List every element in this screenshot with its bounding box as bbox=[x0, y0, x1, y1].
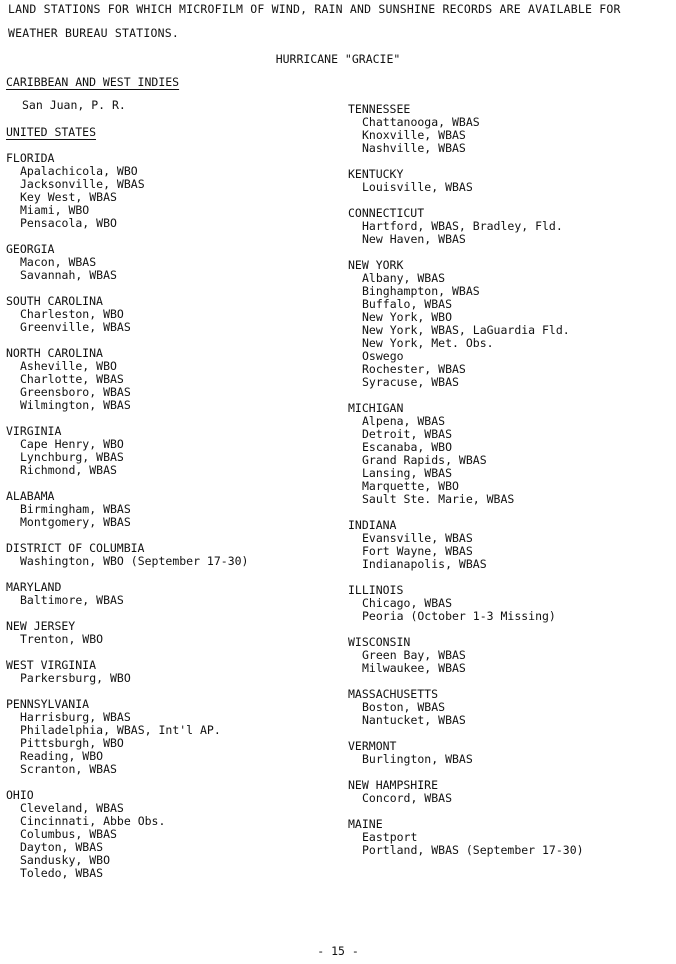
station-entry: Albany, WBAS bbox=[362, 271, 446, 285]
region-heading-united-states: UNITED STATES bbox=[6, 125, 97, 139]
state-heading: FLORIDA bbox=[6, 151, 55, 165]
state-section bbox=[6, 425, 248, 477]
state-heading: WISCONSIN bbox=[348, 635, 411, 649]
station-entry: Apalachicola, WBO bbox=[20, 164, 138, 178]
station-entry: Louisville, WBAS bbox=[362, 180, 473, 194]
left-column bbox=[6, 76, 248, 880]
station-entry: Jacksonville, WBAS bbox=[20, 177, 145, 191]
station-entry: Hartford, WBAS, Bradley, Fld. bbox=[362, 219, 563, 233]
station-entry: Oswego bbox=[362, 349, 404, 363]
state-section bbox=[6, 659, 248, 685]
station-entry: Macon, WBAS bbox=[20, 255, 97, 269]
state-section bbox=[6, 243, 248, 282]
state-heading: VIRGINIA bbox=[6, 424, 62, 438]
state-heading: DISTRICT OF COLUMBIA bbox=[6, 541, 145, 555]
caribbean-station: San Juan, P. R. bbox=[22, 98, 126, 112]
left-state-list bbox=[6, 152, 248, 880]
state-heading: MICHIGAN bbox=[348, 401, 404, 415]
station-entry: Nantucket, WBAS bbox=[362, 713, 466, 727]
station-entry: Sault Ste. Marie, WBAS bbox=[362, 492, 515, 506]
station-entry: Montgomery, WBAS bbox=[20, 515, 131, 529]
state-section bbox=[6, 152, 248, 230]
station-entry: Indianapolis, WBAS bbox=[362, 557, 487, 571]
station-entry: Key West, WBAS bbox=[20, 190, 117, 204]
state-heading: MAINE bbox=[348, 817, 383, 831]
state-section bbox=[348, 259, 584, 389]
station-entry: Columbus, WBAS bbox=[20, 827, 117, 841]
state-section bbox=[348, 207, 584, 246]
state-section bbox=[348, 779, 584, 805]
state-heading: WEST VIRGINIA bbox=[6, 658, 97, 672]
station-entry: Toledo, WBAS bbox=[20, 866, 104, 880]
station-entry: Greensboro, WBAS bbox=[20, 385, 131, 399]
state-heading: NEW JERSEY bbox=[6, 619, 76, 633]
state-section bbox=[348, 168, 584, 194]
state-heading: OHIO bbox=[6, 788, 34, 802]
station-entry: New Haven, WBAS bbox=[362, 232, 466, 246]
station-entry: Fort Wayne, WBAS bbox=[362, 544, 473, 558]
state-section bbox=[6, 295, 248, 334]
state-heading: NEW HAMPSHIRE bbox=[348, 778, 439, 792]
state-section bbox=[348, 103, 584, 155]
station-entry: Nashville, WBAS bbox=[362, 141, 466, 155]
state-section bbox=[348, 818, 584, 857]
station-entry: Lansing, WBAS bbox=[362, 466, 453, 480]
state-section bbox=[6, 581, 248, 607]
right-column bbox=[348, 103, 584, 857]
station-entry: Dayton, WBAS bbox=[20, 840, 104, 854]
station-entry: Cleveland, WBAS bbox=[20, 801, 124, 815]
state-heading: PENNSYLVANIA bbox=[6, 697, 90, 711]
state-section bbox=[348, 519, 584, 571]
state-section bbox=[348, 584, 584, 623]
state-section bbox=[348, 402, 584, 506]
state-section bbox=[6, 789, 248, 880]
state-heading: CONNECTICUT bbox=[348, 206, 425, 220]
station-entry: Miami, WBO bbox=[20, 203, 90, 217]
region-heading-caribbean: CARIBBEAN AND WEST INDIES bbox=[6, 75, 180, 89]
station-entry: Harrisburg, WBAS bbox=[20, 710, 131, 724]
state-heading: GEORGIA bbox=[6, 242, 55, 256]
state-section bbox=[348, 636, 584, 675]
station-entry: Charlotte, WBAS bbox=[20, 372, 124, 386]
state-heading: ILLINOIS bbox=[348, 583, 404, 597]
station-entry: Alpena, WBAS bbox=[362, 414, 446, 428]
header-line-2: WEATHER BUREAU STATIONS. bbox=[8, 26, 179, 40]
station-entry: Cincinnati, Abbe Obs. bbox=[20, 814, 166, 828]
station-entry: Knoxville, WBAS bbox=[362, 128, 466, 142]
station-entry: Syracuse, WBAS bbox=[362, 375, 459, 389]
state-heading: MARYLAND bbox=[6, 580, 62, 594]
state-section bbox=[348, 740, 584, 766]
station-entry: Marquette, WBO bbox=[362, 479, 459, 493]
station-entry: Pittsburgh, WBO bbox=[20, 736, 124, 750]
state-heading: KENTUCKY bbox=[348, 167, 404, 181]
station-entry: Boston, WBAS bbox=[362, 700, 446, 714]
station-entry: Sandusky, WBO bbox=[20, 853, 111, 867]
state-section bbox=[6, 542, 248, 568]
station-entry: Washington, WBO (September 17-30) bbox=[20, 554, 249, 568]
state-heading: INDIANA bbox=[348, 518, 397, 532]
station-entry: Richmond, WBAS bbox=[20, 463, 117, 477]
station-entry: Eastport bbox=[362, 830, 418, 844]
state-heading: NORTH CAROLINA bbox=[6, 346, 103, 360]
station-entry: Evansville, WBAS bbox=[362, 531, 473, 545]
state-section bbox=[6, 698, 248, 776]
station-entry: Greenville, WBAS bbox=[20, 320, 131, 334]
state-heading: ALABAMA bbox=[6, 489, 55, 503]
state-heading: VERMONT bbox=[348, 739, 397, 753]
state-section bbox=[6, 347, 248, 412]
page-number: - 15 - bbox=[317, 944, 359, 958]
station-entry: Baltimore, WBAS bbox=[20, 593, 124, 607]
state-section bbox=[348, 688, 584, 727]
station-entry: Philadelphia, WBAS, Int'l AP. bbox=[20, 723, 221, 737]
state-heading: MASSACHUSETTS bbox=[348, 687, 439, 701]
station-entry: Detroit, WBAS bbox=[362, 427, 453, 441]
station-entry: Chattanooga, WBAS bbox=[362, 115, 480, 129]
header-line-1: LAND STATIONS FOR WHICH MICROFILM OF WIND, RAIN AND SUNSHINE RECORDS ARE AVAILABLE FOR bbox=[8, 2, 621, 16]
station-entry: Chicago, WBAS bbox=[362, 596, 453, 610]
station-entry: Birmingham, WBAS bbox=[20, 502, 131, 516]
station-entry: Buffalo, WBAS bbox=[362, 297, 453, 311]
station-entry: Rochester, WBAS bbox=[362, 362, 466, 376]
station-entry: New York, Met. Obs. bbox=[362, 336, 494, 350]
station-entry: Concord, WBAS bbox=[362, 791, 453, 805]
state-heading: TENNESSEE bbox=[348, 102, 411, 116]
station-entry: Lynchburg, WBAS bbox=[20, 450, 124, 464]
station-entry: Scranton, WBAS bbox=[20, 762, 117, 776]
station-entry: Portland, WBAS (September 17-30) bbox=[362, 843, 584, 857]
state-heading: SOUTH CAROLINA bbox=[6, 294, 103, 308]
station-entry: Wilmington, WBAS bbox=[20, 398, 131, 412]
station-entry: Green Bay, WBAS bbox=[362, 648, 466, 662]
station-entry: New York, WBO bbox=[362, 310, 453, 324]
station-entry: Trenton, WBO bbox=[20, 632, 104, 646]
station-entry: Grand Rapids, WBAS bbox=[362, 453, 487, 467]
station-entry: Milwaukee, WBAS bbox=[362, 661, 466, 675]
state-section bbox=[6, 490, 248, 529]
station-entry: Binghampton, WBAS bbox=[362, 284, 480, 298]
right-state-list bbox=[348, 103, 584, 857]
station-entry: New York, WBAS, LaGuardia Fld. bbox=[362, 323, 570, 337]
station-entry: Savannah, WBAS bbox=[20, 268, 117, 282]
station-entry: Charleston, WBO bbox=[20, 307, 124, 321]
station-entry: Escanaba, WBO bbox=[362, 440, 453, 454]
station-entry: Reading, WBO bbox=[20, 749, 104, 763]
state-heading: NEW YORK bbox=[348, 258, 404, 272]
station-entry: Parkersburg, WBO bbox=[20, 671, 131, 685]
document-title: HURRICANE "GRACIE" bbox=[275, 52, 401, 66]
station-entry: Peoria (October 1-3 Missing) bbox=[362, 609, 556, 623]
state-section bbox=[6, 620, 248, 646]
station-entry: Burlington, WBAS bbox=[362, 752, 473, 766]
station-entry: Asheville, WBO bbox=[20, 359, 117, 373]
station-entry: Cape Henry, WBO bbox=[20, 437, 124, 451]
station-entry: Pensacola, WBO bbox=[20, 216, 117, 230]
